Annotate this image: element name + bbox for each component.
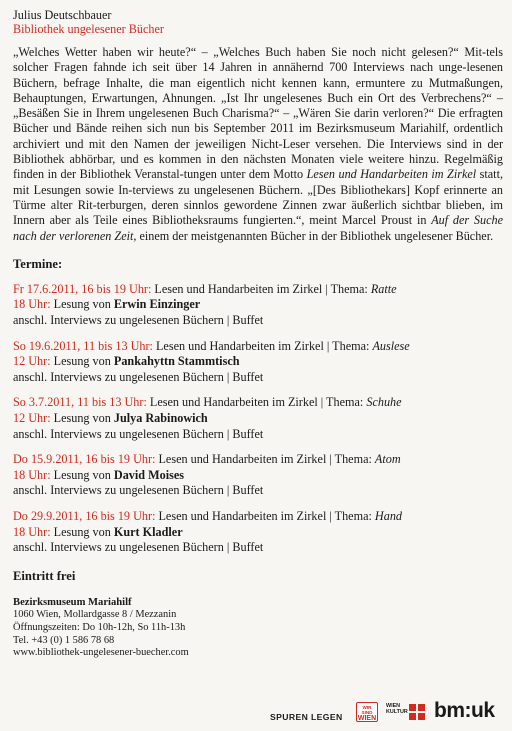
museum-website[interactable]: www.bibliothek-ungelesener-buecher.com bbox=[13, 647, 189, 659]
event-activity: Lesen und Handarbeiten im Zirkel | Thema: bbox=[152, 338, 373, 353]
event-reading-time: 18 Uhr: bbox=[13, 297, 51, 312]
event-activity: Lesen und Handarbeiten im Zirkel | Thema: bbox=[151, 281, 371, 296]
museum-hours: Öffnungszeiten: Do 10h-12h, So 11h-13h bbox=[13, 621, 186, 633]
event-line-3: anschl. Interviews zu ungelesenen Büchern | Buffet bbox=[13, 483, 264, 498]
termine-heading: Termine: bbox=[13, 256, 63, 271]
event-activity: Lesen und Handarbeiten im Zirkel | Thema: bbox=[155, 508, 375, 523]
event-item bbox=[13, 282, 503, 329]
entry-note: Eintritt frei bbox=[13, 568, 76, 583]
event-reading-time: 12 Uhr: bbox=[13, 411, 51, 426]
event-reader: Erwin Einzinger bbox=[113, 297, 201, 312]
event-activity: Lesen und Handarbeiten im Zirkel | Thema: bbox=[146, 395, 367, 410]
event-reader: David Moises bbox=[113, 467, 184, 482]
intro-italic-text: nach der verlorenen Zeit bbox=[13, 228, 134, 243]
museum-address: 1060 Wien, Mollardgasse 8 / Mezzanin bbox=[13, 609, 177, 621]
event-reading-label: Lesung von bbox=[50, 524, 114, 539]
intro-italic-text: Lesen und Handarbeiten im Zirkel bbox=[306, 167, 477, 182]
intro-text: darin verloren?“ Die erfragten Bücher und Bände reihen sich nun bis September 2011 im bbox=[13, 106, 504, 136]
event-line-1 bbox=[13, 282, 503, 298]
event-reading-time: 12 Uhr: bbox=[13, 354, 51, 369]
event-line-3: anschl. Interviews zu ungelesenen Büchern | Buffet bbox=[13, 313, 264, 328]
event-line-1 bbox=[13, 509, 503, 525]
event-line-2 bbox=[13, 297, 503, 313]
sponsor-logos bbox=[270, 699, 510, 725]
event-date: Do 29.9.2011, 16 bis 19 Uhr: bbox=[13, 508, 156, 523]
event-item bbox=[13, 339, 503, 386]
event-line-1 bbox=[13, 452, 503, 468]
intro-text: , einem der meistgenannten Bücher in der Bibliothek ungelesener bbox=[133, 228, 453, 243]
event-line-2 bbox=[13, 354, 503, 370]
intro-text: tungen unter dem Motto bbox=[183, 167, 307, 182]
event-date: Fr 17.6.2011, 16 bis 19 Uhr: bbox=[13, 281, 152, 296]
intro-text: lesenen Büchern, befrage Inhalte, die man eigentlich nicht kennen kann, ermuntere zu bbox=[13, 60, 503, 90]
flyer-page bbox=[13, 8, 503, 660]
event-theme: Auslese bbox=[372, 338, 410, 353]
event-theme: Atom bbox=[374, 452, 401, 467]
spuren-legen-logo: SPUREN LEGEN bbox=[270, 712, 343, 722]
event-date: So 19.6.2011, 11 bis 13 Uhr: bbox=[13, 338, 153, 353]
museum-info bbox=[13, 597, 503, 660]
event-theme: Schuhe bbox=[366, 395, 402, 410]
intro-text: terviews zu ungelesenen Büchern. „[Des Bibliothekars] Kopf erinnerte an Türme alter Rit- bbox=[13, 182, 503, 212]
event-line-3: anschl. Interviews zu ungelesenen Büchern | Buffet bbox=[13, 426, 264, 441]
museum-name: Bezirksmuseum Mariahilf bbox=[13, 596, 132, 608]
event-reading-time: 18 Uhr: bbox=[13, 467, 51, 482]
event-date: So 3.7.2011, 11 bis 13 Uhr: bbox=[13, 395, 147, 410]
event-list bbox=[13, 282, 503, 556]
event-line-2 bbox=[13, 411, 503, 427]
event-reading-label: Lesung von bbox=[50, 411, 114, 426]
event-line-3: anschl. Interviews zu ungelesenen Büchern | Buffet bbox=[13, 540, 264, 555]
wir-sind-wien-logo bbox=[356, 702, 378, 722]
event-activity: Lesen und Handarbeiten im Zirkel | Thema: bbox=[155, 452, 375, 467]
intro-text: den nächsten Monaten viele weitere hinzu. Regelmäßig finden in der Bibliothek Veranstal- bbox=[13, 152, 503, 182]
wien-flag-icon bbox=[409, 704, 425, 720]
intro-text: terburgen, deren sinnlos gewordene Zinnen zwar äußerlich sichtbar blieben, im Innern bbox=[13, 197, 503, 228]
event-item bbox=[13, 509, 503, 556]
intro-text: aber als Teile eines Bibliotheksraums fungierten.“, meint Marcel Proust in bbox=[49, 213, 432, 228]
event-line-3: anschl. Interviews zu ungelesenen Büchern | Buffet bbox=[13, 369, 264, 384]
event-reader: Pankahyttn Stammtisch bbox=[113, 354, 240, 369]
event-item bbox=[13, 395, 503, 442]
event-theme: Ratte bbox=[370, 281, 397, 296]
event-line-2 bbox=[13, 468, 503, 484]
event-reading-time: 18 Uhr: bbox=[13, 524, 51, 539]
bmuk-logo: bm:uk bbox=[434, 699, 495, 722]
intro-text: „Welches Wetter haben wir heute?“ – „Welches Buch haben Sie noch nicht gelesen?“ Mit- bbox=[13, 45, 487, 59]
intro-text: Nicht-Leser versehen. Die Interviews sind in der Bibliothek abhörbar, und es kommen in bbox=[13, 136, 504, 167]
wien-logo-big-text: WIEN bbox=[357, 715, 377, 722]
wien-logo-small-text: WIR SIND bbox=[361, 705, 373, 715]
event-reader: Kurt Kladler bbox=[113, 524, 183, 539]
museum-phone: Tel. +43 (0) 1 586 78 68 bbox=[13, 634, 115, 646]
intro-text: tels solcher Fragen fahnde ich seit über 14 Jahren in annähernd 700 Interviews nach unge- bbox=[13, 45, 503, 75]
intro-text: des Verbrechens?“ – „Besäßen Sie in Ihrem ungelesenen Buch Charisma?“ – „Wären Sie bbox=[13, 90, 504, 121]
event-item bbox=[13, 452, 503, 499]
wien-kultur-logo bbox=[386, 703, 406, 721]
event-line-2 bbox=[13, 525, 503, 541]
event-theme: Hand bbox=[374, 508, 403, 523]
event-reading-label: Lesung von bbox=[50, 297, 114, 312]
intro-text: Mutmaßungen, Behauptungen, Erwartungen, Ahnungen. „Ist Ihr ungelesenes Buch ein Ort bbox=[13, 75, 503, 105]
intro-text: statt, mit Lesungen sowie In- bbox=[13, 167, 503, 197]
intro-italic-text: Auf der Suche bbox=[431, 213, 504, 228]
event-date: Do 15.9.2011, 16 bis 19 Uhr: bbox=[13, 452, 156, 467]
intro-text: Bezirksmuseum Mariahilf, ordentlich archiviert und mit den Namen der jeweiligen bbox=[13, 121, 504, 151]
kultur-logo-line1: WIEN bbox=[386, 703, 401, 709]
author-name: Julius Deutschbauer bbox=[13, 8, 112, 22]
intro-paragraph bbox=[13, 45, 503, 244]
project-title: Bibliothek ungelesener Bücher bbox=[13, 22, 164, 36]
event-reader: Julya Rabinowich bbox=[113, 411, 208, 426]
event-line-1 bbox=[13, 339, 503, 355]
event-reading-label: Lesung von bbox=[50, 354, 114, 369]
kultur-logo-line2: KULTUR bbox=[386, 709, 408, 715]
event-reading-label: Lesung von bbox=[50, 467, 114, 482]
event-line-1 bbox=[13, 395, 503, 411]
intro-text: Bücher. bbox=[455, 228, 494, 243]
